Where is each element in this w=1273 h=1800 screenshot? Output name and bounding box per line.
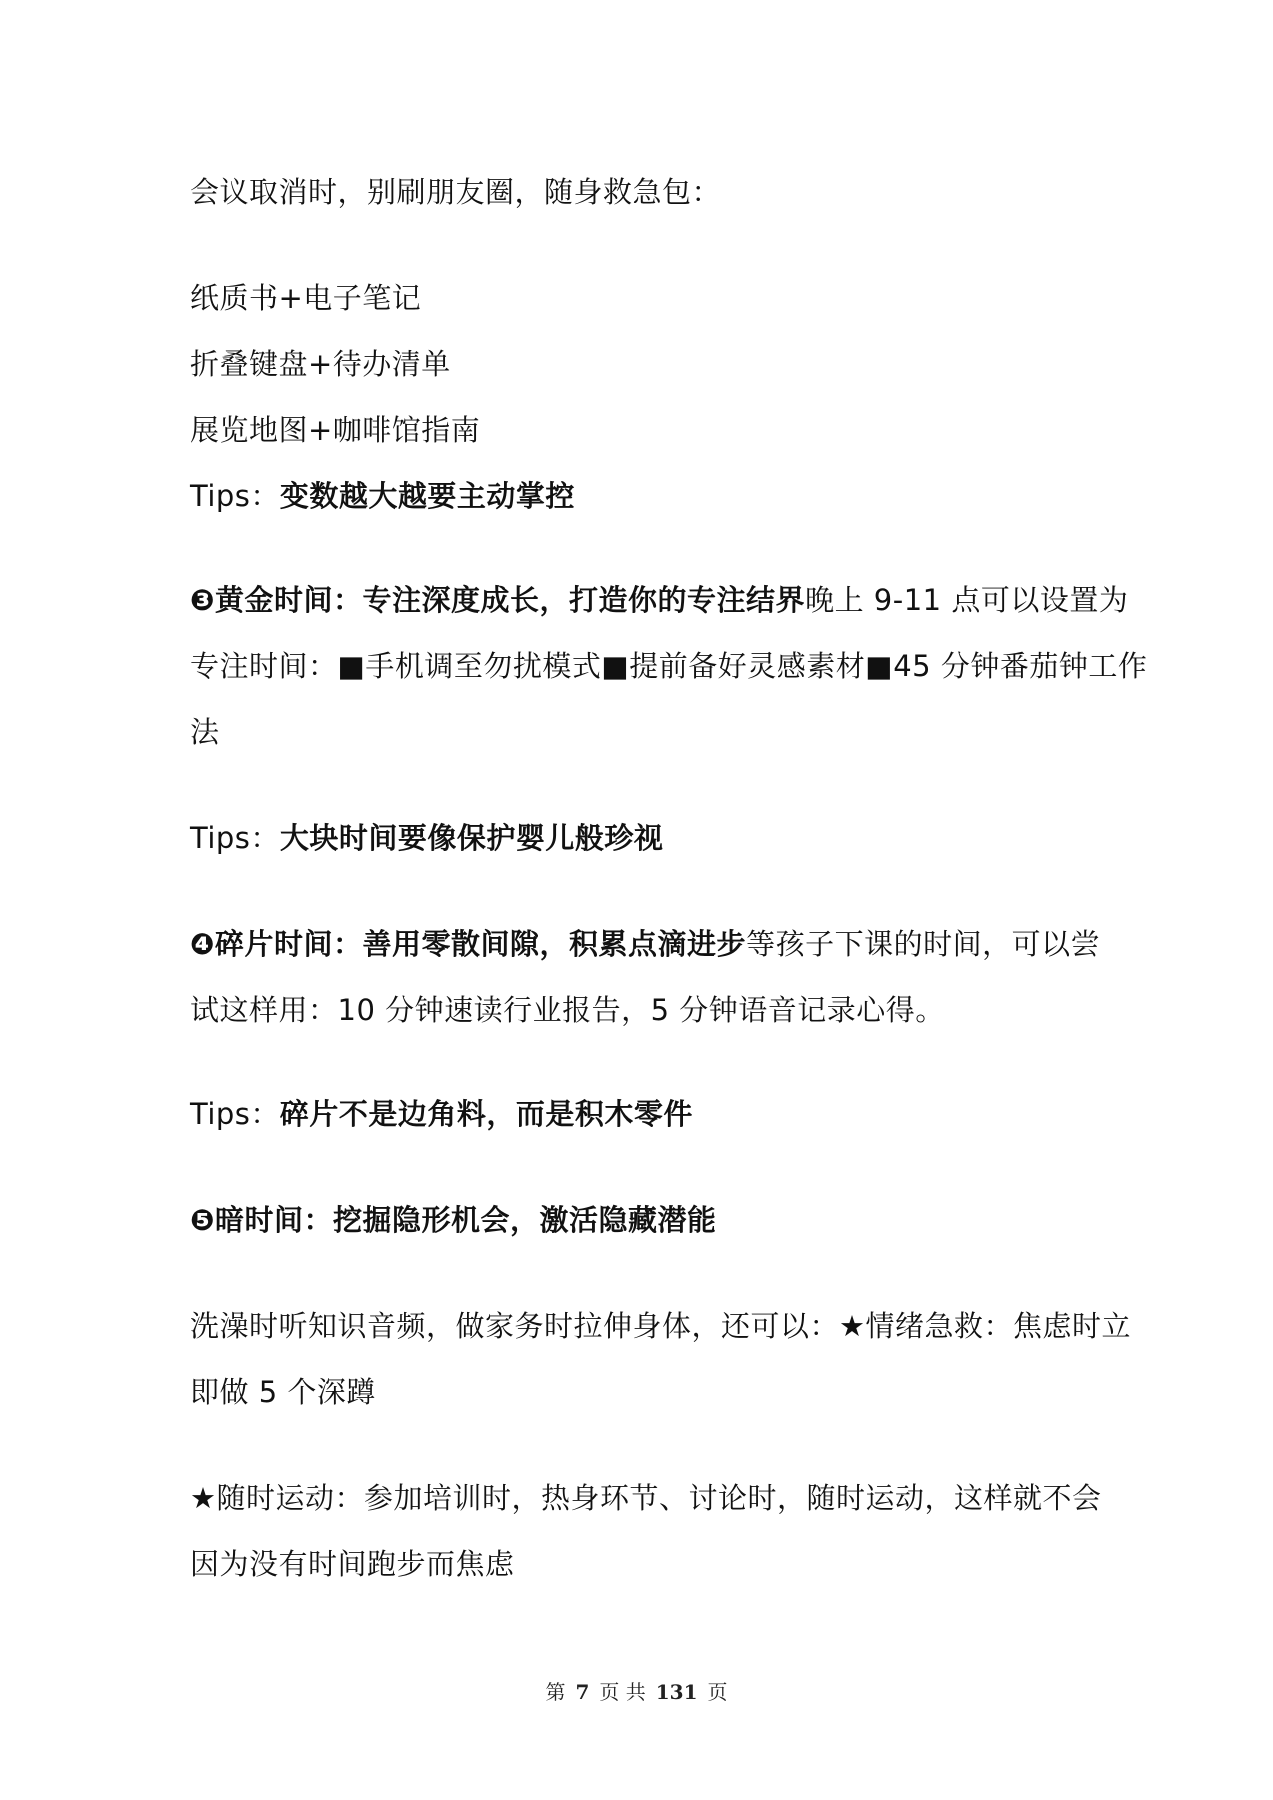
section-title: ❸黄金时间：专注深度成长，打造你的专注结界 xyxy=(190,583,806,617)
footer-label: 第 xyxy=(545,1680,566,1704)
tips-prefix: Tips： xyxy=(190,1097,280,1131)
list-item xyxy=(190,410,1090,450)
text-line: 晚上 9-11 点可以设置为 xyxy=(805,583,1129,617)
section-heading-dark-time xyxy=(190,1200,1090,1240)
tips-line xyxy=(190,1094,1090,1134)
paragraph-line xyxy=(190,1306,1131,1346)
tips-line xyxy=(190,818,1090,858)
paragraph-line xyxy=(190,1478,1102,1518)
text-line: 专注时间：■手机调至勿扰模式■提前备好灵感素材■45 分钟番茄钟工作 xyxy=(190,649,1148,683)
section-heading-fragment-time xyxy=(190,924,1101,964)
list-item xyxy=(190,344,1090,384)
text-line: 纸质书+电子笔记 xyxy=(190,281,422,315)
paragraph-line xyxy=(190,990,1090,1030)
paragraph-meeting-cancel xyxy=(190,172,1090,212)
text-line: 展览地图+咖啡馆指南 xyxy=(190,413,481,447)
footer-label: 页 xyxy=(707,1680,728,1704)
paragraph-line xyxy=(190,1544,1090,1584)
tips-text: 变数越大越要主动掌控 xyxy=(279,479,575,513)
tips-prefix: Tips： xyxy=(190,479,280,513)
tips-line xyxy=(190,476,1090,516)
text-line: 折叠键盘+待办清单 xyxy=(190,347,451,381)
text-line: 等孩子下课的时间，可以尝 xyxy=(746,927,1101,961)
footer-label: 页 共 xyxy=(599,1680,646,1704)
text-line: 会议取消时，别刷朋友圈，随身救急包： xyxy=(190,175,722,209)
tips-prefix: Tips： xyxy=(190,821,280,855)
text-line: 法 xyxy=(190,715,220,749)
text-line: 洗澡时听知识音频，做家务时拉伸身体，还可以：★情绪急救：焦虑时立 xyxy=(190,1309,1131,1343)
paragraph-line xyxy=(190,1372,1090,1412)
text-line: 即做 5 个深蹲 xyxy=(190,1375,376,1409)
text-line: 因为没有时间跑步而焦虑 xyxy=(190,1547,515,1581)
total-pages: 131 xyxy=(655,1680,698,1704)
section-title: ❹碎片时间：善用零散间隙，积累点滴进步 xyxy=(190,927,747,961)
paragraph-line xyxy=(190,646,1148,686)
paragraph-line xyxy=(190,712,1090,752)
section-title: ❺暗时间：挖掘隐形机会，激活隐藏潜能 xyxy=(190,1203,717,1237)
text-line: ★随时运动：参加培训时，热身环节、讨论时，随时运动，这样就不会 xyxy=(190,1481,1102,1515)
text-line: 试这样用：10 分钟速读行业报告，5 分钟语音记录心得。 xyxy=(190,993,945,1027)
tips-text: 大块时间要像保护婴儿般珍视 xyxy=(279,821,664,855)
page-footer xyxy=(0,1676,1273,1705)
page-number: 7 xyxy=(575,1680,590,1704)
section-heading-golden-time xyxy=(190,580,1129,620)
tips-text: 碎片不是边角料，而是积木零件 xyxy=(279,1097,693,1131)
list-item xyxy=(190,278,1090,318)
